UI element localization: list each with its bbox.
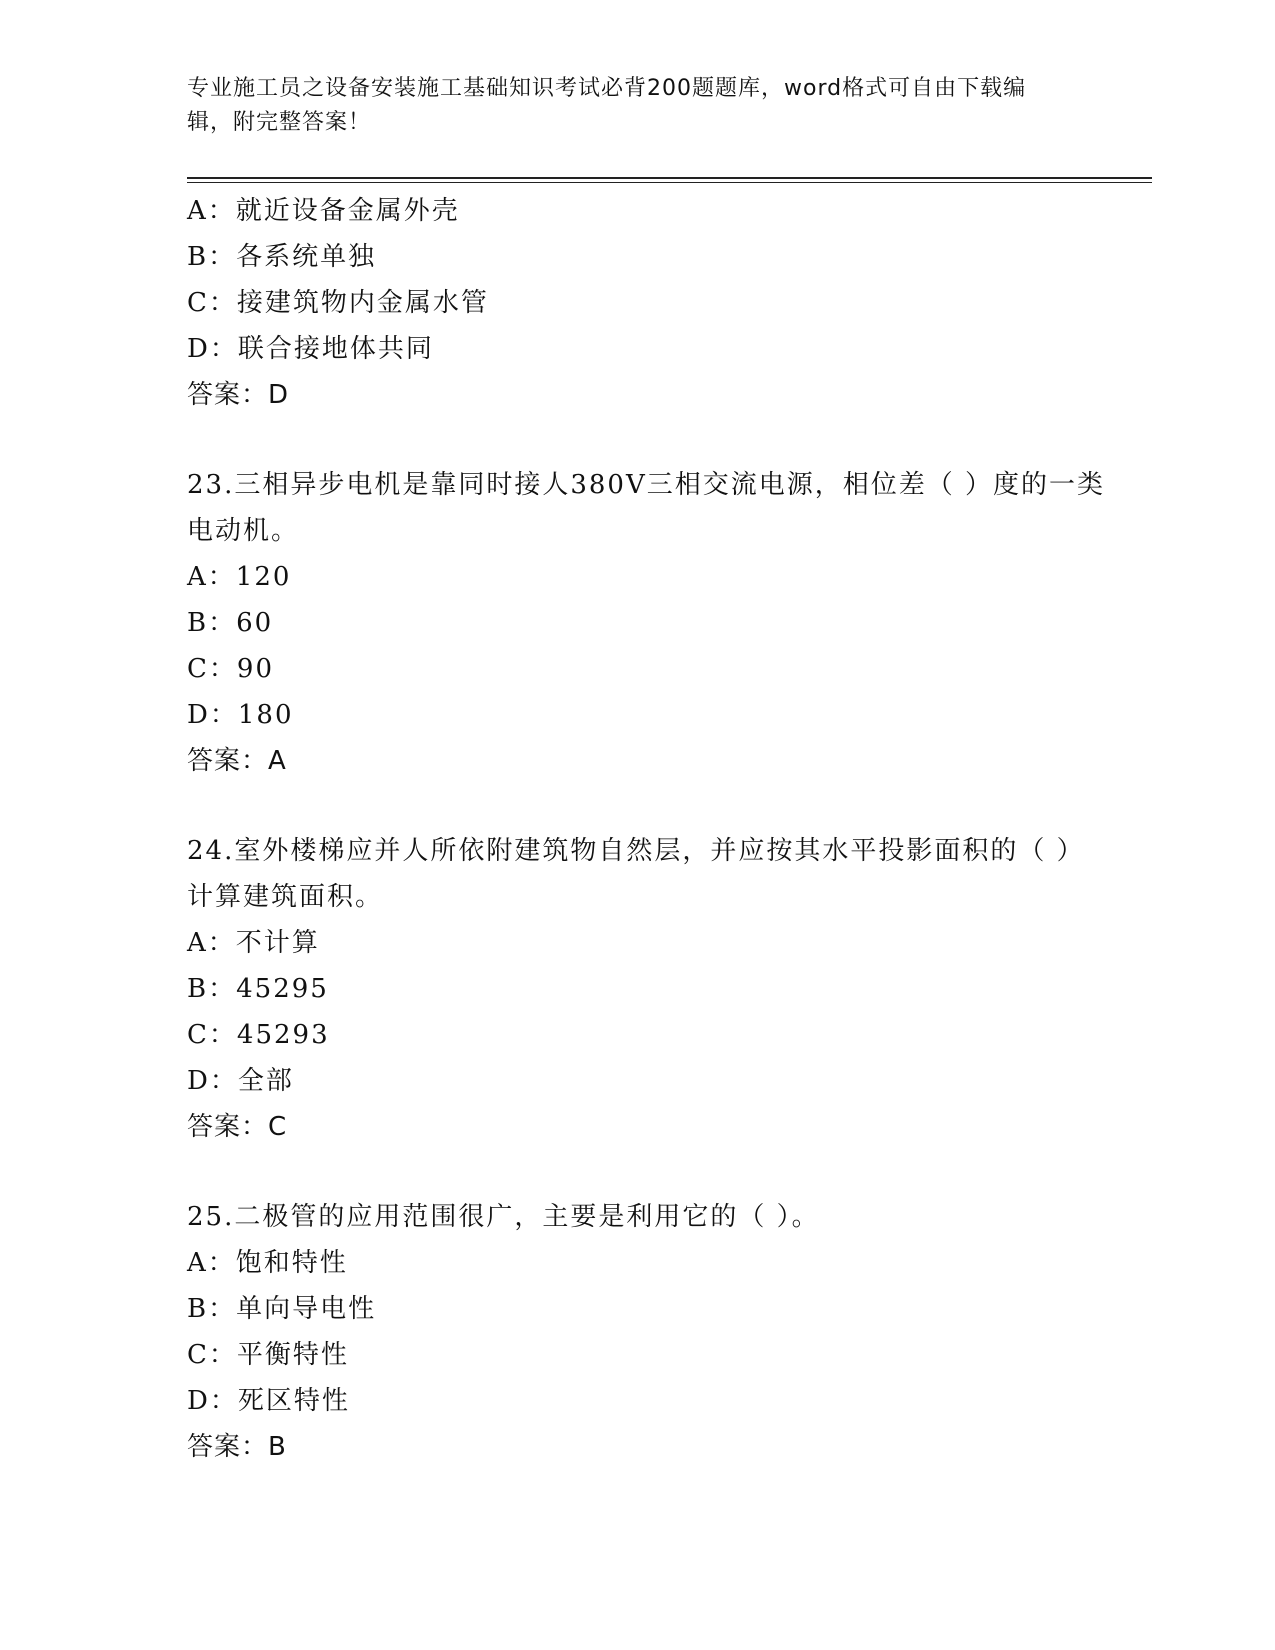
option-b: B：各系统单独 xyxy=(187,242,377,272)
question-stem: 23.三相异步电机是靠同时接人380V三相交流电源，相位差（ ）度的一类电动机。 xyxy=(187,470,1106,546)
option-b: B：单向导电性 xyxy=(187,1294,377,1324)
option-c: C：接建筑物内金属水管 xyxy=(187,288,489,318)
option-a: A：就近设备金属外壳 xyxy=(187,196,460,226)
question-22-continued xyxy=(187,188,1107,418)
option-a: A：120 xyxy=(187,562,292,592)
answer-line: 答案：C xyxy=(187,1112,288,1142)
question-list xyxy=(187,188,1107,1470)
option-a: A：饱和特性 xyxy=(187,1248,348,1278)
option-c: C：90 xyxy=(187,654,274,684)
question-24 xyxy=(187,828,1107,1150)
question-stem: 24.室外楼梯应并人所依附建筑物自然层，并应按其水平投影面积的（ ）计算建筑面积。 xyxy=(187,836,1085,912)
option-a: A：不计算 xyxy=(187,928,320,958)
option-d: D：死区特性 xyxy=(187,1386,350,1416)
option-c: C：45293 xyxy=(187,1020,330,1050)
answer-line: 答案：D xyxy=(187,380,290,410)
option-d: D：联合接地体共同 xyxy=(187,334,434,364)
header-rule-thin xyxy=(187,182,1152,183)
question-stem: 25.二极管的应用范围很广，主要是利用它的（ ）。 xyxy=(187,1202,820,1232)
answer-line: 答案：A xyxy=(187,746,287,776)
answer-line: 答案：B xyxy=(187,1432,287,1462)
option-b: B：45295 xyxy=(187,974,329,1004)
document-header: 专业施工员之设备安装施工基础知识考试必背200题题库，word格式可自由下载编辑，附完整答案！ xyxy=(187,76,1027,135)
header-rule-thick xyxy=(187,177,1152,179)
option-c: C：平衡特性 xyxy=(187,1340,349,1370)
question-23 xyxy=(187,462,1107,784)
question-25 xyxy=(187,1194,1107,1470)
option-d: D：全部 xyxy=(187,1066,294,1096)
option-d: D：180 xyxy=(187,700,294,730)
option-b: B：60 xyxy=(187,608,274,638)
